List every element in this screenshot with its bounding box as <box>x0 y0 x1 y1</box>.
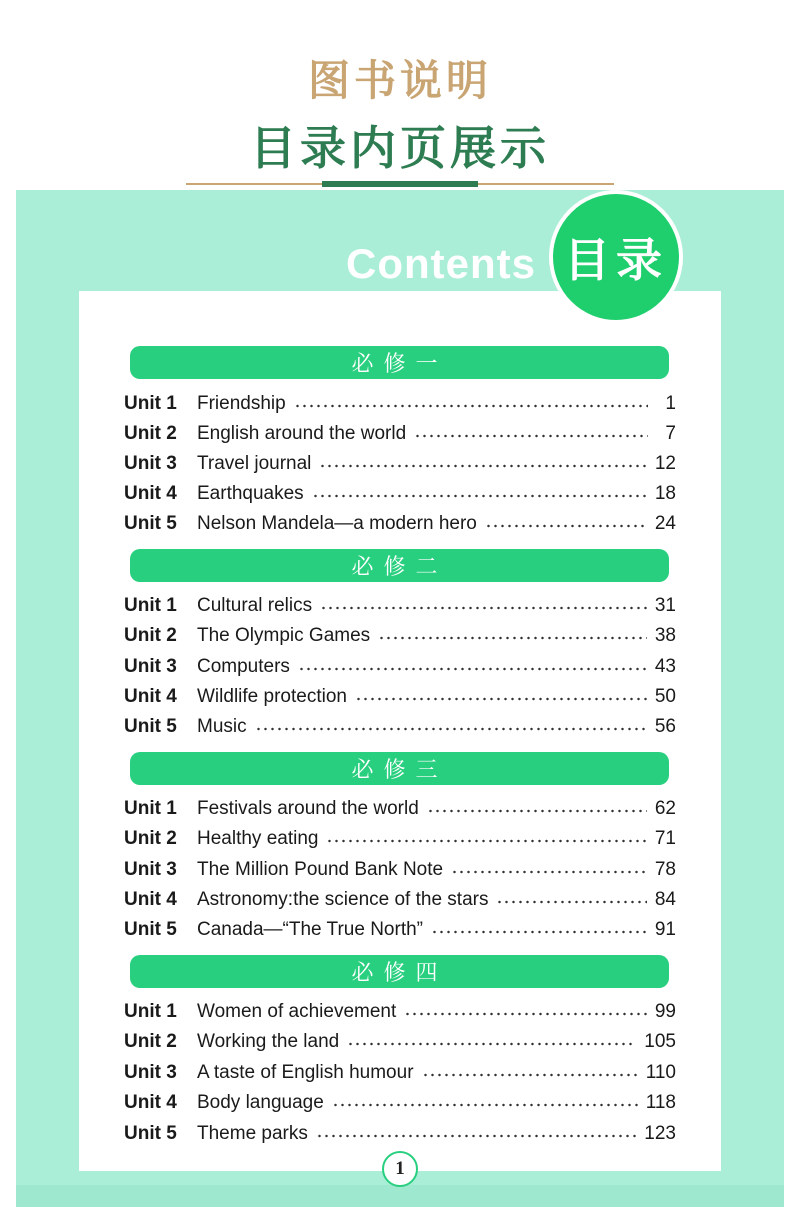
toc-page-number: 84 <box>654 889 676 910</box>
toc-title: Travel journal <box>197 453 312 474</box>
toc-leader-dots <box>294 404 648 408</box>
toc-row[interactable] <box>124 1058 676 1088</box>
toc-row[interactable] <box>124 1119 676 1149</box>
toc-leader-dots <box>404 1012 647 1016</box>
toc-unit-label: Unit 1 <box>124 798 177 819</box>
header-divider-thick <box>322 181 478 187</box>
toc-page-number: 50 <box>654 686 676 707</box>
toc-page-number: 56 <box>654 716 676 737</box>
toc-leader-dots <box>485 524 647 528</box>
toc-row[interactable] <box>124 885 676 915</box>
toc-page-number: 31 <box>654 595 676 616</box>
toc-page-number: 118 <box>645 1092 676 1113</box>
toc-leader-dots <box>332 1103 638 1107</box>
section-bar-2: 必修二 <box>130 549 669 582</box>
toc-row[interactable] <box>124 389 676 419</box>
toc-row[interactable] <box>124 855 676 885</box>
toc-page-number: 7 <box>665 423 676 444</box>
toc-unit-label: Unit 1 <box>124 393 177 414</box>
toc-unit-label: Unit 4 <box>124 889 177 910</box>
toc-page-number: 18 <box>654 483 676 504</box>
toc-title: Astronomy:the science of the stars <box>197 889 489 910</box>
toc-leader-dots <box>319 464 646 468</box>
toc-page-number: 62 <box>654 798 676 819</box>
toc-title: Wildlife protection <box>197 686 347 707</box>
toc-title: A taste of English humour <box>197 1062 414 1083</box>
mint-bottom-strip <box>16 1185 784 1207</box>
page-number-badge: 1 <box>382 1151 418 1187</box>
toc-title: The Olympic Games <box>197 625 371 646</box>
toc-unit-label: Unit 5 <box>124 513 177 534</box>
toc-leader-dots <box>378 636 647 640</box>
toc-title: Nelson Mandela—a modern hero <box>197 513 477 534</box>
toc-title: Canada—“The True North” <box>197 919 423 940</box>
toc-title: Friendship <box>197 393 286 414</box>
toc-row[interactable] <box>124 1027 676 1057</box>
toc-leader-dots <box>347 1042 636 1046</box>
toc-row[interactable] <box>124 621 676 651</box>
toc-unit-label: Unit 2 <box>124 625 177 646</box>
toc-row[interactable] <box>124 682 676 712</box>
toc-row[interactable] <box>124 449 676 479</box>
toc-page-number: 110 <box>645 1062 676 1083</box>
toc-page-number: 12 <box>654 453 676 474</box>
toc-row[interactable] <box>124 591 676 621</box>
toc-unit-label: Unit 5 <box>124 1123 177 1144</box>
toc-row[interactable] <box>124 479 676 509</box>
toc-leader-dots <box>316 1134 636 1138</box>
toc-unit-label: Unit 1 <box>124 1001 177 1022</box>
toc-title: Computers <box>197 656 290 677</box>
toc-unit-label: Unit 3 <box>124 1062 177 1083</box>
toc-unit-label: Unit 3 <box>124 453 177 474</box>
toc-row[interactable] <box>124 794 676 824</box>
toc-row[interactable] <box>124 419 676 449</box>
toc-unit-label: Unit 3 <box>124 656 177 677</box>
toc-leader-dots <box>320 606 647 610</box>
toc-row[interactable] <box>124 712 676 742</box>
toc-unit-label: Unit 2 <box>124 423 177 444</box>
toc-title: Working the land <box>197 1031 340 1052</box>
toc-title: Festivals around the world <box>197 798 419 819</box>
section-bar-1: 必修一 <box>130 346 669 379</box>
section-bar-4: 必修四 <box>130 955 669 988</box>
toc-leader-dots <box>312 494 647 498</box>
toc-title: Healthy eating <box>197 828 319 849</box>
toc-leader-dots <box>496 900 646 904</box>
toc-unit-label: Unit 5 <box>124 919 177 940</box>
toc-leader-dots <box>355 697 647 701</box>
toc-unit-label: Unit 3 <box>124 859 177 880</box>
toc-page-number: 38 <box>654 625 676 646</box>
toc-title: Music <box>197 716 247 737</box>
header-title-line2: 目录内页展示 <box>250 121 550 175</box>
toc-page-number: 105 <box>644 1031 676 1052</box>
toc-row[interactable] <box>124 1088 676 1118</box>
toc-page-number: 43 <box>654 656 676 677</box>
toc-unit-label: Unit 2 <box>124 828 177 849</box>
toc-title: Cultural relics <box>197 595 313 616</box>
toc-title: Theme parks <box>197 1123 308 1144</box>
toc-leader-dots <box>298 667 647 671</box>
toc-page-number: 99 <box>654 1001 676 1022</box>
toc-unit-label: Unit 2 <box>124 1031 177 1052</box>
contents-heading: Contents <box>346 240 536 287</box>
toc-page-number: 1 <box>665 393 676 414</box>
toc-title: The Million Pound Bank Note <box>197 859 444 880</box>
toc-leader-dots <box>255 727 647 731</box>
toc-leader-dots <box>427 809 647 813</box>
toc-row[interactable] <box>124 509 676 539</box>
toc-row[interactable] <box>124 824 676 854</box>
toc-row[interactable] <box>124 652 676 682</box>
toc-title: English around the world <box>197 423 407 444</box>
toc-title: Earthquakes <box>197 483 304 504</box>
toc-unit-label: Unit 4 <box>124 483 177 504</box>
toc-page-number: 71 <box>654 828 676 849</box>
toc-page-number: 24 <box>654 513 676 534</box>
toc-unit-label: Unit 5 <box>124 716 177 737</box>
toc-title: Body language <box>197 1092 324 1113</box>
header-title-line1: 图书说明 <box>307 56 492 105</box>
toc-page-number: 123 <box>644 1123 676 1144</box>
section-bar-3: 必修三 <box>130 752 669 785</box>
toc-page-number: 78 <box>654 859 676 880</box>
toc-row[interactable] <box>124 997 676 1027</box>
toc-leader-dots <box>431 930 647 934</box>
toc-title: Women of achievement <box>197 1001 397 1022</box>
toc-unit-label: Unit 4 <box>124 686 177 707</box>
toc-leader-dots <box>414 434 648 438</box>
toc-leader-dots <box>326 839 646 843</box>
toc-unit-label: Unit 4 <box>124 1092 177 1113</box>
toc-leader-dots <box>422 1073 638 1077</box>
toc-unit-label: Unit 1 <box>124 595 177 616</box>
toc-row[interactable] <box>124 915 676 945</box>
toc-page-number: 91 <box>654 919 676 940</box>
mulu-badge: 目录 <box>549 190 683 324</box>
toc-leader-dots <box>451 870 647 874</box>
